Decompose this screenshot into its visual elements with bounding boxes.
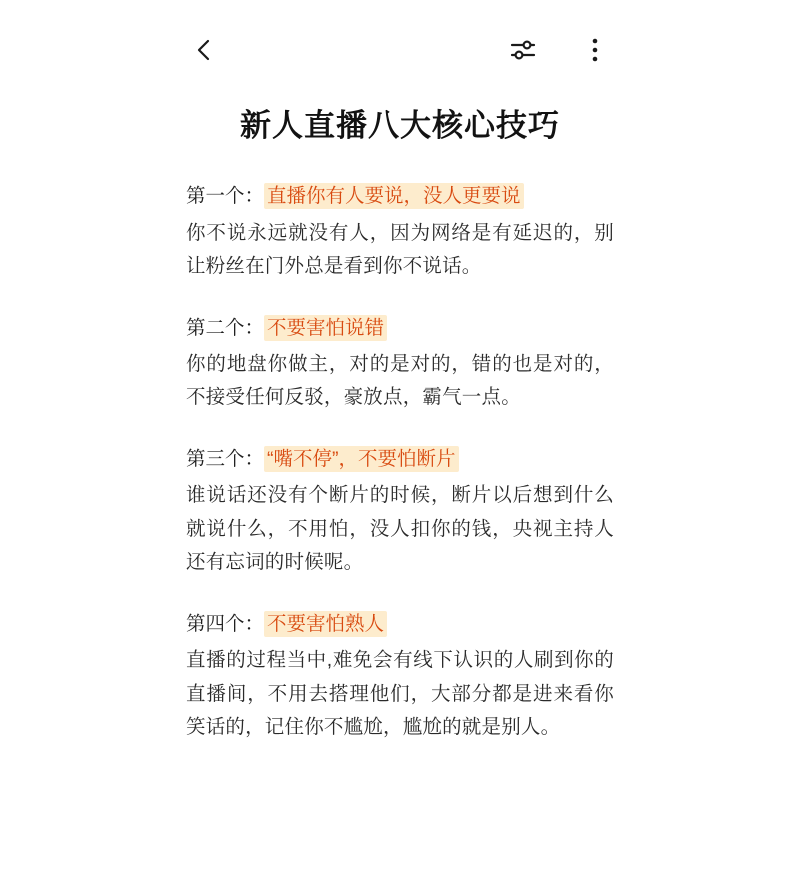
more-options-button[interactable] [578,33,612,67]
tip-body: 你不说永远就没有人，因为网络是有延迟的，别让粉丝在门外总是看到你不说话。 [186,221,614,278]
tip-index: 第一个： [186,185,265,208]
tip-index: 第二个： [186,316,265,339]
tip-section [186,182,614,283]
tip-body: 谁说话还没有个断片的时候，断片以后想到什么就说什么，不用怕，没人扣你的钱，央视主持人还有忘词的时候呢。 [186,484,614,574]
top-navigation-bar [160,0,640,100]
sliders-icon [508,35,538,65]
tip-body: 你的地盘你做主，对的是对的，错的也是对的，不接受任何反驳，豪放点，霸气一点。 [186,352,614,409]
tip-index: 第三个： [186,447,265,470]
back-button[interactable] [188,33,222,67]
tip-body: 直播的过程当中,难免会有线下认识的人刷到你的直播间，不用去搭理他们，大部分都是进来看你笑话的，记住你不尴尬，尴尬的就是别人。 [186,649,614,739]
tip-heading [186,314,614,342]
tip-keyword: “嘴不停”，不要怕断片 [264,446,459,472]
tip-index: 第四个： [186,612,265,635]
more-vertical-icon [582,35,608,65]
tip-keyword: 不要害怕熟人 [264,611,387,637]
topbar-actions [506,33,612,67]
tip-keyword: 不要害怕说错 [264,315,387,341]
document-content [160,96,640,775]
tip-section [186,610,614,745]
tip-section [186,445,614,580]
tip-heading [186,610,614,638]
tip-keyword: 直播你有人要说，没人更要说 [264,183,524,209]
tip-section [186,314,614,415]
tip-heading [186,445,614,473]
page-title: 新人直播八大核心技巧 [240,108,560,143]
settings-button[interactable] [506,33,540,67]
chevron-left-icon [192,37,218,63]
tip-heading [186,182,614,210]
